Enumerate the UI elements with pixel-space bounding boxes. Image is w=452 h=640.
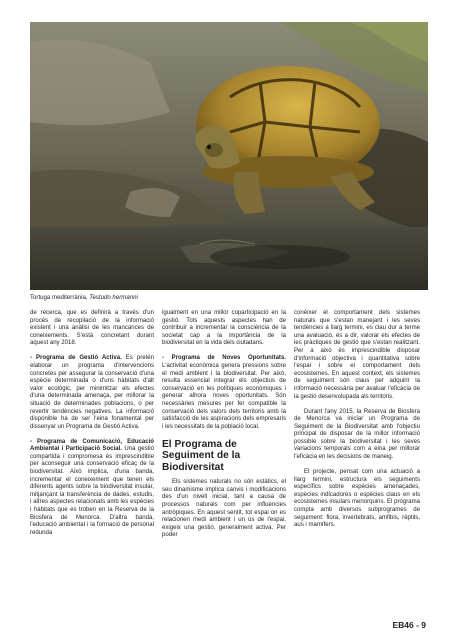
paragraph-body: Una gestió compartida i compromesa és imprescindible per aconseguir una conservació eficaç de la biodiversitat. Això implica, d'una banda, incrementar el coneixement que tenen els diferents agents sobre la biodiversitat insular, mitjançant la transferència de dades, estudis, i altres aspectes relacionats amb les espècies i hàbitats que es troben en la Reserva de la Biosfera de Menorca. D'altra banda, l'educació ambiental i la formació de personal redunda	[30, 446, 154, 536]
text-column-1	[30, 310, 154, 545]
paragraph-lead: - Programa de Noves Oportunitats.	[162, 355, 286, 362]
paragraph	[162, 355, 286, 431]
paragraph	[30, 355, 154, 431]
section-heading: El Programa de Seguiment de la Biodiversitat	[162, 438, 241, 473]
paragraph: Durant l'any 2015, la Reserva de Biosfera de Menorca va iniciar un Programa de Seguiment de la Biodiversitat amb l'objectiu principal de disposar de la millor informació possible sobre la biodiversitat i les seves variacions temporals com a eina per millorar l'eficàcia en les decisions de maneig.	[294, 408, 420, 461]
caption-common-name: Tortuga mediterrània,	[30, 294, 90, 301]
tortoise-photo	[30, 22, 428, 290]
paragraph-lead: - Programa de Comunicació, Educació Ambiental i Participació Social.	[30, 438, 154, 453]
paragraph-body: L'activitat econòmica genera pressions sobre el medi ambient i la biodiversitat. Per això, resulta essencial integrar els objectius de conservació en les polítiques econòmiques i generar alhora noves oportunitats. Són necessàries mesures per fer compatible la conservació dels valors dels territoris amb la satisfacció de les aspiracions dels empresaris i les necessitats de la població local.	[162, 362, 286, 430]
paragraph: Els sistemes naturals no són estàtics, el seu dinamisme implica canvis i modificacions des d'un nivell inicial, tant a causa de processos naturals com per influències antròpiques. En aquest sentit, tot espai on es relacionen medi ambient i un ús de l'espai, exigeix una gestió, generalment activa. Per poder	[162, 479, 286, 539]
paragraph: El projecte, pensat com una actuació a llarg termini, estructura els seguiments específics sobre espècies amenaçades, espècies indicadores o espècies claus en els ecosistemes insulars menorquins. El programa compta amb diversos subprogrames de seguiment: flora, invertebrats, amfibis, rèptils, aus i mamífers.	[294, 469, 420, 529]
paragraph-body: Es pretén elaborar un programa d'intervencions concretes per assegurar la conservació d'una espècie determinada o d'uns hàbitats d'alt valor ecològic, per minimitzar els efectes d'una determinada amenaça, per millorar la situació de determinades poblacions, o per revertir tendències negatives. La informació disponible ha de ser l'eina fonamental per dissenyar un Programa de Gestió Activa.	[30, 355, 154, 430]
page-number: EB46 - 9	[392, 620, 426, 630]
paragraph	[30, 439, 154, 538]
paragraph: de recerca, que es definirà a través d'un procés de recopilació de la informació existent i una anàlisi de les mancances de coneixements. S'està concretant durant aquest any 2018.	[30, 310, 154, 347]
paragraph: igualment en una millor coparticipació en la gestió. Tots aquests aspectes han de contribuir a incrementar la consciència de la societat cap a la importància de la biodiversitat en la vida dels ciutadans.	[162, 310, 286, 347]
caption-latin-name: Testudo hermanni	[89, 294, 138, 301]
paragraph: conèixer el comportament dels sistemes naturals que s'estan manejant i les seves tendències a llarg termini, es clau dur a terme una avaluació, és a dir, valorar els efectes de les pràctiques de gestió que s'estan realitzant. Per a això és imprescindible disposar d'informació objectiva i quantitativa sobre l'espai i sobre el comportament dels ecosistemes. En aquest context, els sistemes de seguiment són claus per adquirir la informació necessària per avaluar l'eficàcia de la gestió desenvolupada als territoris.	[294, 310, 420, 400]
text-column-2	[162, 310, 286, 547]
paragraph-lead: - Programa de Gestió Activa.	[30, 355, 122, 362]
tortoise-illustration	[30, 22, 428, 290]
text-column-3	[294, 310, 420, 537]
photo-caption	[30, 294, 428, 302]
